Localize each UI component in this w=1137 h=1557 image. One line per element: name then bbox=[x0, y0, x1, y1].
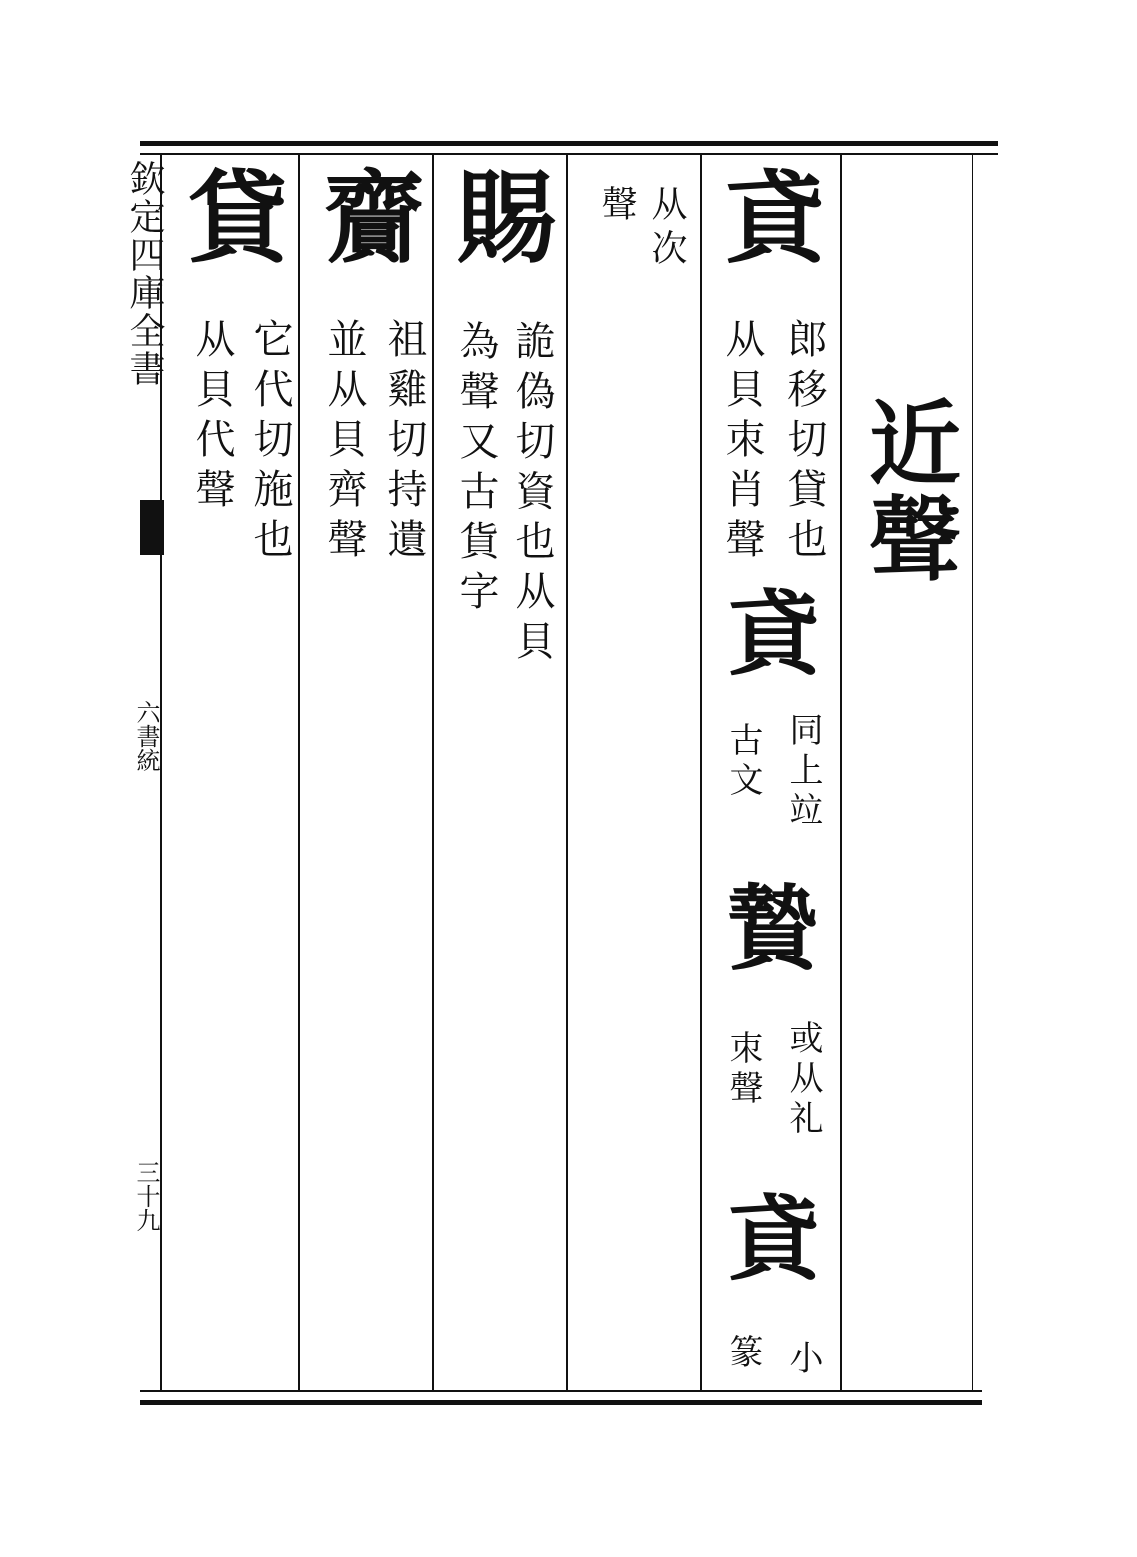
seal-character: 賜 bbox=[439, 165, 557, 265]
column-divider bbox=[298, 155, 300, 1390]
variant-note-left: 朿聲 bbox=[723, 1030, 763, 1110]
gloss-left: 从貝朿肖聲 bbox=[719, 318, 765, 568]
gloss-right: 祖雞切持遺 bbox=[381, 318, 427, 568]
variant-note-right: 小 bbox=[783, 1340, 823, 1380]
gloss-right: 郎移切貸也 bbox=[781, 318, 827, 568]
bottom-border-thin bbox=[140, 1390, 982, 1392]
gloss-right: 从次 bbox=[646, 185, 687, 273]
gloss-right: 它代切施也 bbox=[247, 318, 293, 568]
variant-note-right: 或从礼 bbox=[783, 1020, 823, 1140]
gloss-left: 並从貝齊聲 bbox=[321, 318, 367, 568]
margin-section-title: 六書統 bbox=[132, 700, 160, 772]
margin-page-number: 三十九 bbox=[132, 1160, 160, 1232]
column-divider bbox=[700, 155, 702, 1390]
seal-character: 貸 bbox=[171, 165, 289, 265]
gloss-left: 為聲又古貨字 bbox=[453, 320, 499, 620]
seal-character: 齎 bbox=[307, 165, 425, 265]
seal-variant: 貣 bbox=[712, 1190, 820, 1282]
column-divider bbox=[840, 155, 842, 1390]
margin-book-title: 欽定四庫全書 bbox=[124, 160, 165, 388]
top-border-thick bbox=[140, 141, 998, 146]
gloss-left: 从貝代聲 bbox=[189, 318, 235, 518]
column-divider bbox=[566, 155, 568, 1390]
section-heading: 近聲 bbox=[854, 395, 962, 587]
variant-note-left: 古文 bbox=[723, 722, 763, 802]
variant-note-left: 篆 bbox=[723, 1334, 763, 1374]
bottom-border-thick bbox=[140, 1400, 982, 1405]
seal-variant: 贄 bbox=[712, 880, 820, 972]
column-divider bbox=[432, 155, 434, 1390]
seal-variant: 貣 bbox=[712, 585, 820, 677]
variant-note-right: 同上竝 bbox=[783, 712, 823, 832]
top-border-thin bbox=[140, 153, 998, 155]
gloss-right: 詭偽切資也从貝 bbox=[509, 320, 555, 670]
seal-character: 貣 bbox=[707, 165, 825, 265]
gloss-left: 聲 bbox=[596, 185, 637, 229]
margin-fishtail-mark bbox=[140, 500, 164, 555]
column-divider bbox=[972, 155, 973, 1390]
